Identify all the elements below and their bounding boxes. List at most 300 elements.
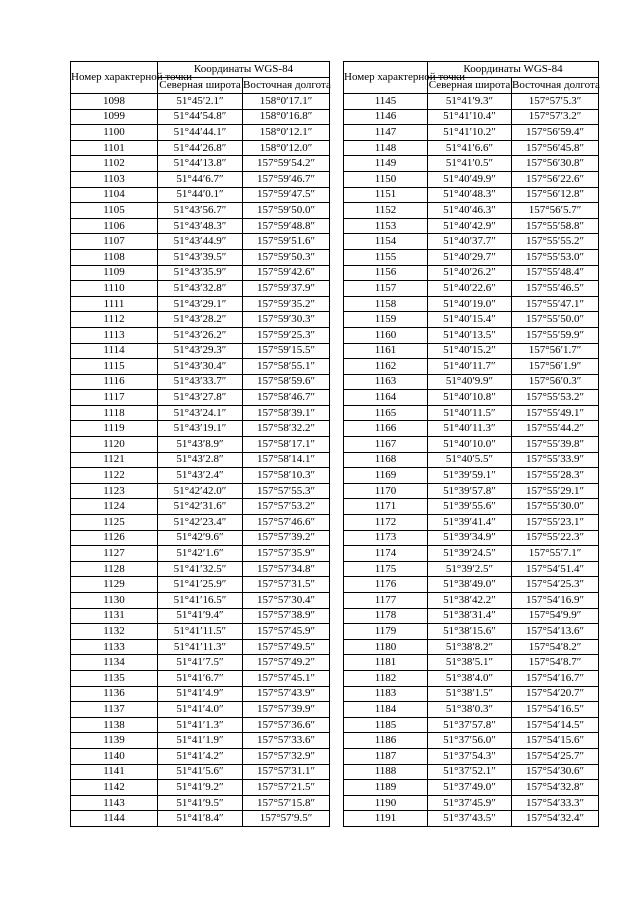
point-number-cell: 1189 (344, 780, 428, 796)
latitude-cell: 51°40′19.0″ (428, 296, 512, 312)
latitude-cell: 51°42′42.0″ (158, 483, 243, 499)
table-row (344, 515, 599, 531)
table-body (71, 94, 330, 827)
longitude-cell: 157°57′46.6″ (243, 515, 330, 531)
table-row (71, 515, 330, 531)
table-row (344, 156, 599, 172)
table-row (71, 171, 330, 187)
longitude-cell: 157°55′59.9″ (512, 327, 599, 343)
table-row (71, 717, 330, 733)
point-number-cell: 1172 (344, 515, 428, 531)
table-row (71, 811, 330, 827)
latitude-cell: 51°44′0.1″ (158, 187, 243, 203)
latitude-cell: 51°37′45.9″ (428, 795, 512, 811)
latitude-cell: 51°41′4.9″ (158, 686, 243, 702)
point-number-cell: 1116 (71, 374, 158, 390)
latitude-cell: 51°41′9.2″ (158, 780, 243, 796)
point-number-cell: 1156 (344, 265, 428, 281)
longitude-cell: 157°55′58.8″ (512, 218, 599, 234)
table-row (71, 670, 330, 686)
table-row (71, 109, 330, 125)
latitude-cell: 51°41′11.5″ (158, 624, 243, 640)
latitude-cell: 51°43′32.8″ (158, 281, 243, 297)
latitude-cell: 51°41′6.7″ (158, 670, 243, 686)
latitude-cell: 51°41′4.0″ (158, 702, 243, 718)
longitude-cell: 157°57′38.9″ (243, 608, 330, 624)
latitude-cell: 51°41′25.9″ (158, 577, 243, 593)
longitude-cell: 157°57′31.1″ (243, 764, 330, 780)
longitude-cell: 157°55′33.9″ (512, 452, 599, 468)
longitude-cell: 157°57′35.9″ (243, 546, 330, 562)
table-row (71, 343, 330, 359)
longitude-cell: 157°58′55.1″ (243, 359, 330, 375)
latitude-cell: 51°38′0.3″ (428, 702, 512, 718)
latitude-cell: 51°43′44.9″ (158, 234, 243, 250)
table-row (344, 296, 599, 312)
point-number-cell: 1181 (344, 655, 428, 671)
header-coordinates: Координаты WGS-84 (158, 62, 330, 78)
longitude-cell: 157°58′14.1″ (243, 452, 330, 468)
longitude-cell: 157°59′37.9″ (243, 281, 330, 297)
latitude-cell: 51°44′54.8″ (158, 109, 243, 125)
latitude-cell: 51°37′43.5″ (428, 811, 512, 827)
point-number-cell: 1169 (344, 468, 428, 484)
longitude-cell: 157°56′5.7″ (512, 203, 599, 219)
table-row (71, 468, 330, 484)
longitude-cell: 157°59′47.5″ (243, 187, 330, 203)
point-number-cell: 1178 (344, 608, 428, 624)
point-number-cell: 1187 (344, 748, 428, 764)
longitude-cell: 157°57′43.9″ (243, 686, 330, 702)
latitude-cell: 51°39′57.8″ (428, 483, 512, 499)
table-row (71, 94, 330, 110)
longitude-cell: 157°55′23.1″ (512, 515, 599, 531)
longitude-cell: 157°55′7.1″ (512, 546, 599, 562)
latitude-cell: 51°40′37.7″ (428, 234, 512, 250)
table-row (71, 499, 330, 515)
latitude-cell: 51°43′19.1″ (158, 421, 243, 437)
longitude-cell: 157°54′16.7″ (512, 670, 599, 686)
point-number-cell: 1119 (71, 421, 158, 437)
point-number-cell: 1124 (71, 499, 158, 515)
point-number-cell: 1154 (344, 234, 428, 250)
longitude-cell: 157°56′1.7″ (512, 343, 599, 359)
latitude-cell: 51°44′13.8″ (158, 156, 243, 172)
longitude-cell: 157°57′45.1″ (243, 670, 330, 686)
table-body (344, 94, 599, 827)
longitude-cell: 157°54′25.7″ (512, 748, 599, 764)
point-number-cell: 1167 (344, 437, 428, 453)
point-number-cell: 1151 (344, 187, 428, 203)
latitude-cell: 51°41′8.4″ (158, 811, 243, 827)
latitude-cell: 51°37′52.1″ (428, 764, 512, 780)
longitude-cell: 157°54′8.2″ (512, 639, 599, 655)
latitude-cell: 51°37′54.3″ (428, 748, 512, 764)
table-row (344, 483, 599, 499)
longitude-cell: 157°57′34.8″ (243, 561, 330, 577)
table-row (344, 561, 599, 577)
table-row (71, 624, 330, 640)
latitude-cell: 51°40′15.2″ (428, 343, 512, 359)
table-row (71, 483, 330, 499)
longitude-cell: 157°55′46.5″ (512, 281, 599, 297)
point-number-cell: 1165 (344, 405, 428, 421)
latitude-cell: 51°41′16.5″ (158, 593, 243, 609)
point-number-cell: 1146 (344, 109, 428, 125)
longitude-cell: 157°57′33.6″ (243, 733, 330, 749)
table-row (71, 218, 330, 234)
latitude-cell: 51°41′6.6″ (428, 140, 512, 156)
longitude-cell: 157°59′42.6″ (243, 265, 330, 281)
latitude-cell: 51°40′10.8″ (428, 390, 512, 406)
point-number-cell: 1191 (344, 811, 428, 827)
latitude-cell: 51°41′10.4″ (428, 109, 512, 125)
longitude-cell: 157°55′28.3″ (512, 468, 599, 484)
longitude-cell: 157°59′54.2″ (243, 156, 330, 172)
longitude-cell: 158°0′12.0″ (243, 140, 330, 156)
point-number-cell: 1121 (71, 452, 158, 468)
latitude-cell: 51°41′0.5″ (428, 156, 512, 172)
point-number-cell: 1155 (344, 249, 428, 265)
latitude-cell: 51°43′48.3″ (158, 218, 243, 234)
point-number-cell: 1141 (71, 764, 158, 780)
longitude-cell: 157°55′53.0″ (512, 249, 599, 265)
table-row (344, 593, 599, 609)
longitude-cell: 157°54′33.3″ (512, 795, 599, 811)
table-row (344, 639, 599, 655)
table-row (344, 452, 599, 468)
table-row (71, 561, 330, 577)
latitude-cell: 51°42′31.6″ (158, 499, 243, 515)
point-number-cell: 1134 (71, 655, 158, 671)
point-number-cell: 1123 (71, 483, 158, 499)
point-number-cell: 1168 (344, 452, 428, 468)
point-number-cell: 1135 (71, 670, 158, 686)
longitude-cell: 157°55′44.2″ (512, 421, 599, 437)
point-number-cell: 1180 (344, 639, 428, 655)
point-number-cell: 1148 (344, 140, 428, 156)
latitude-cell: 51°39′34.9″ (428, 530, 512, 546)
longitude-cell: 157°55′55.2″ (512, 234, 599, 250)
latitude-cell: 51°41′9.4″ (158, 608, 243, 624)
longitude-cell: 157°55′39.8″ (512, 437, 599, 453)
table-row (71, 265, 330, 281)
point-number-cell: 1176 (344, 577, 428, 593)
longitude-cell: 157°55′22.3″ (512, 530, 599, 546)
latitude-cell: 51°42′9.6″ (158, 530, 243, 546)
longitude-cell: 157°57′5.3″ (512, 94, 599, 110)
longitude-cell: 157°54′9.9″ (512, 608, 599, 624)
table-row (71, 655, 330, 671)
point-number-cell: 1122 (71, 468, 158, 484)
latitude-cell: 51°40′11.3″ (428, 421, 512, 437)
latitude-cell: 51°37′56.0″ (428, 733, 512, 749)
longitude-cell: 157°56′1.9″ (512, 359, 599, 375)
table-row (344, 437, 599, 453)
latitude-cell: 51°43′27.8″ (158, 390, 243, 406)
latitude-cell: 51°38′15.6″ (428, 624, 512, 640)
longitude-cell: 157°58′10.3″ (243, 468, 330, 484)
latitude-cell: 51°38′1.5″ (428, 686, 512, 702)
longitude-cell: 157°57′39.9″ (243, 702, 330, 718)
point-number-cell: 1179 (344, 624, 428, 640)
latitude-cell: 51°43′35.9″ (158, 265, 243, 281)
point-number-cell: 1111 (71, 296, 158, 312)
point-number-cell: 1174 (344, 546, 428, 562)
latitude-cell: 51°44′44.1″ (158, 125, 243, 141)
table-row (71, 421, 330, 437)
longitude-cell: 157°55′49.1″ (512, 405, 599, 421)
longitude-cell: 157°57′49.2″ (243, 655, 330, 671)
latitude-cell: 51°40′5.5″ (428, 452, 512, 468)
longitude-cell: 157°57′15.8″ (243, 795, 330, 811)
longitude-cell: 157°57′55.3″ (243, 483, 330, 499)
longitude-cell: 157°55′53.2″ (512, 390, 599, 406)
latitude-cell: 51°37′57.8″ (428, 717, 512, 733)
table-row (344, 717, 599, 733)
header-latitude: Северная широта (428, 78, 512, 94)
table-row (71, 125, 330, 141)
latitude-cell: 51°41′1.3″ (158, 717, 243, 733)
latitude-cell: 51°45′2.1″ (158, 94, 243, 110)
longitude-cell: 157°58′32.2″ (243, 421, 330, 437)
point-number-cell: 1177 (344, 593, 428, 609)
point-number-cell: 1139 (71, 733, 158, 749)
point-number-cell: 1170 (344, 483, 428, 499)
latitude-cell: 51°40′15.4″ (428, 312, 512, 328)
point-number-cell: 1183 (344, 686, 428, 702)
longitude-cell: 157°56′45.8″ (512, 140, 599, 156)
longitude-cell: 157°54′30.6″ (512, 764, 599, 780)
table-row (344, 171, 599, 187)
latitude-cell: 51°40′29.7″ (428, 249, 512, 265)
longitude-cell: 157°54′14.5″ (512, 717, 599, 733)
latitude-cell: 51°43′33.7″ (158, 374, 243, 390)
latitude-cell: 51°43′24.1″ (158, 405, 243, 421)
latitude-cell: 51°41′7.5″ (158, 655, 243, 671)
table-row (344, 218, 599, 234)
longitude-cell: 157°59′50.0″ (243, 203, 330, 219)
point-number-cell: 1175 (344, 561, 428, 577)
coordinates-table-left (70, 61, 330, 827)
table-row (71, 296, 330, 312)
latitude-cell: 51°43′2.4″ (158, 468, 243, 484)
longitude-cell: 157°56′22.6″ (512, 171, 599, 187)
latitude-cell: 51°40′11.7″ (428, 359, 512, 375)
longitude-cell: 157°58′17.1″ (243, 437, 330, 453)
longitude-cell: 157°56′0.3″ (512, 374, 599, 390)
point-number-cell: 1161 (344, 343, 428, 359)
longitude-cell: 157°57′36.6″ (243, 717, 330, 733)
table-row (71, 748, 330, 764)
latitude-cell: 51°40′48.3″ (428, 187, 512, 203)
point-number-cell: 1125 (71, 515, 158, 531)
longitude-cell: 157°58′39.1″ (243, 405, 330, 421)
point-number-cell: 1185 (344, 717, 428, 733)
latitude-cell: 51°38′49.0″ (428, 577, 512, 593)
table-row (71, 764, 330, 780)
header-point-number: Номер характерной точки (344, 62, 428, 94)
table-row (344, 748, 599, 764)
longitude-cell: 157°54′16.5″ (512, 702, 599, 718)
point-number-cell: 1132 (71, 624, 158, 640)
table-row (344, 795, 599, 811)
longitude-cell: 157°57′32.9″ (243, 748, 330, 764)
table-row (71, 795, 330, 811)
table-row (71, 312, 330, 328)
point-number-cell: 1105 (71, 203, 158, 219)
table-row (344, 405, 599, 421)
longitude-cell: 157°58′59.6″ (243, 374, 330, 390)
latitude-cell: 51°42′23.4″ (158, 515, 243, 531)
point-number-cell: 1152 (344, 203, 428, 219)
latitude-cell: 51°40′26.2″ (428, 265, 512, 281)
latitude-cell: 51°44′6.7″ (158, 171, 243, 187)
point-number-cell: 1113 (71, 327, 158, 343)
table-row (344, 686, 599, 702)
longitude-cell: 157°57′21.5″ (243, 780, 330, 796)
table-row (344, 546, 599, 562)
latitude-cell: 51°40′49.9″ (428, 171, 512, 187)
point-number-cell: 1140 (71, 748, 158, 764)
header-coordinates: Координаты WGS-84 (428, 62, 599, 78)
latitude-cell: 51°43′56.7″ (158, 203, 243, 219)
longitude-cell: 157°57′31.5″ (243, 577, 330, 593)
latitude-cell: 51°38′5.1″ (428, 655, 512, 671)
point-number-cell: 1149 (344, 156, 428, 172)
table-row (344, 265, 599, 281)
longitude-cell: 157°56′30.8″ (512, 156, 599, 172)
point-number-cell: 1106 (71, 218, 158, 234)
point-number-cell: 1142 (71, 780, 158, 796)
longitude-cell: 157°57′30.4″ (243, 593, 330, 609)
longitude-cell: 157°59′48.8″ (243, 218, 330, 234)
latitude-cell: 51°39′41.4″ (428, 515, 512, 531)
point-number-cell: 1144 (71, 811, 158, 827)
latitude-cell: 51°40′42.9″ (428, 218, 512, 234)
longitude-cell: 157°54′25.3″ (512, 577, 599, 593)
longitude-cell: 157°54′8.7″ (512, 655, 599, 671)
latitude-cell: 51°40′13.5″ (428, 327, 512, 343)
point-number-cell: 1145 (344, 94, 428, 110)
point-number-cell: 1118 (71, 405, 158, 421)
point-number-cell: 1098 (71, 94, 158, 110)
latitude-cell: 51°39′59.1″ (428, 468, 512, 484)
table-row (71, 203, 330, 219)
table-row (71, 452, 330, 468)
latitude-cell: 51°41′4.2″ (158, 748, 243, 764)
point-number-cell: 1173 (344, 530, 428, 546)
point-number-cell: 1127 (71, 546, 158, 562)
table-row (344, 702, 599, 718)
latitude-cell: 51°38′4.0″ (428, 670, 512, 686)
latitude-cell: 51°39′55.6″ (428, 499, 512, 515)
table-row (344, 811, 599, 827)
longitude-cell: 157°54′32.4″ (512, 811, 599, 827)
point-number-cell: 1162 (344, 359, 428, 375)
point-number-cell: 1130 (71, 593, 158, 609)
longitude-cell: 157°54′51.4″ (512, 561, 599, 577)
table-row (71, 187, 330, 203)
table-row (344, 312, 599, 328)
table-row (344, 390, 599, 406)
header-longitude: Восточная долгота (512, 78, 599, 94)
point-number-cell: 1104 (71, 187, 158, 203)
longitude-cell: 157°59′15.5″ (243, 343, 330, 359)
point-number-cell: 1110 (71, 281, 158, 297)
point-number-cell: 1120 (71, 437, 158, 453)
point-number-cell: 1158 (344, 296, 428, 312)
point-number-cell: 1129 (71, 577, 158, 593)
table-row (71, 437, 330, 453)
longitude-cell: 157°54′15.6″ (512, 733, 599, 749)
point-number-cell: 1150 (344, 171, 428, 187)
latitude-cell: 51°41′32.5″ (158, 561, 243, 577)
latitude-cell: 51°37′49.0″ (428, 780, 512, 796)
table-row (344, 359, 599, 375)
table-row (71, 639, 330, 655)
table-row (71, 249, 330, 265)
point-number-cell: 1103 (71, 171, 158, 187)
longitude-cell: 157°56′12.8″ (512, 187, 599, 203)
point-number-cell: 1126 (71, 530, 158, 546)
table-row (344, 187, 599, 203)
longitude-cell: 158°0′16.8″ (243, 109, 330, 125)
table-row (344, 655, 599, 671)
table-row (344, 608, 599, 624)
table-row (344, 577, 599, 593)
header-longitude: Восточная долгота (243, 78, 330, 94)
table-row (344, 249, 599, 265)
table-row (344, 140, 599, 156)
longitude-cell: 157°57′53.2″ (243, 499, 330, 515)
table-row (344, 764, 599, 780)
point-number-cell: 1153 (344, 218, 428, 234)
point-number-cell: 1186 (344, 733, 428, 749)
point-number-cell: 1190 (344, 795, 428, 811)
longitude-cell: 157°59′35.2″ (243, 296, 330, 312)
point-number-cell: 1128 (71, 561, 158, 577)
latitude-cell: 51°38′31.4″ (428, 608, 512, 624)
longitude-cell: 157°55′48.4″ (512, 265, 599, 281)
latitude-cell: 51°43′30.4″ (158, 359, 243, 375)
latitude-cell: 51°41′9.3″ (428, 94, 512, 110)
table-row (344, 234, 599, 250)
table-row (71, 733, 330, 749)
longitude-cell: 157°54′13.6″ (512, 624, 599, 640)
latitude-cell: 51°44′26.8″ (158, 140, 243, 156)
point-number-cell: 1147 (344, 125, 428, 141)
table-row (71, 359, 330, 375)
latitude-cell: 51°41′11.3″ (158, 639, 243, 655)
point-number-cell: 1163 (344, 374, 428, 390)
latitude-cell: 51°43′2.8″ (158, 452, 243, 468)
longitude-cell: 158°0′12.1″ (243, 125, 330, 141)
latitude-cell: 51°43′29.3″ (158, 343, 243, 359)
table-row (344, 780, 599, 796)
table-row (71, 546, 330, 562)
table-row (344, 733, 599, 749)
table-row (344, 343, 599, 359)
table-row (71, 140, 330, 156)
longitude-cell: 157°56′59.4″ (512, 125, 599, 141)
point-number-cell: 1184 (344, 702, 428, 718)
point-number-cell: 1143 (71, 795, 158, 811)
table-row (71, 234, 330, 250)
longitude-cell: 157°54′32.8″ (512, 780, 599, 796)
table-row (344, 374, 599, 390)
point-number-cell: 1115 (71, 359, 158, 375)
